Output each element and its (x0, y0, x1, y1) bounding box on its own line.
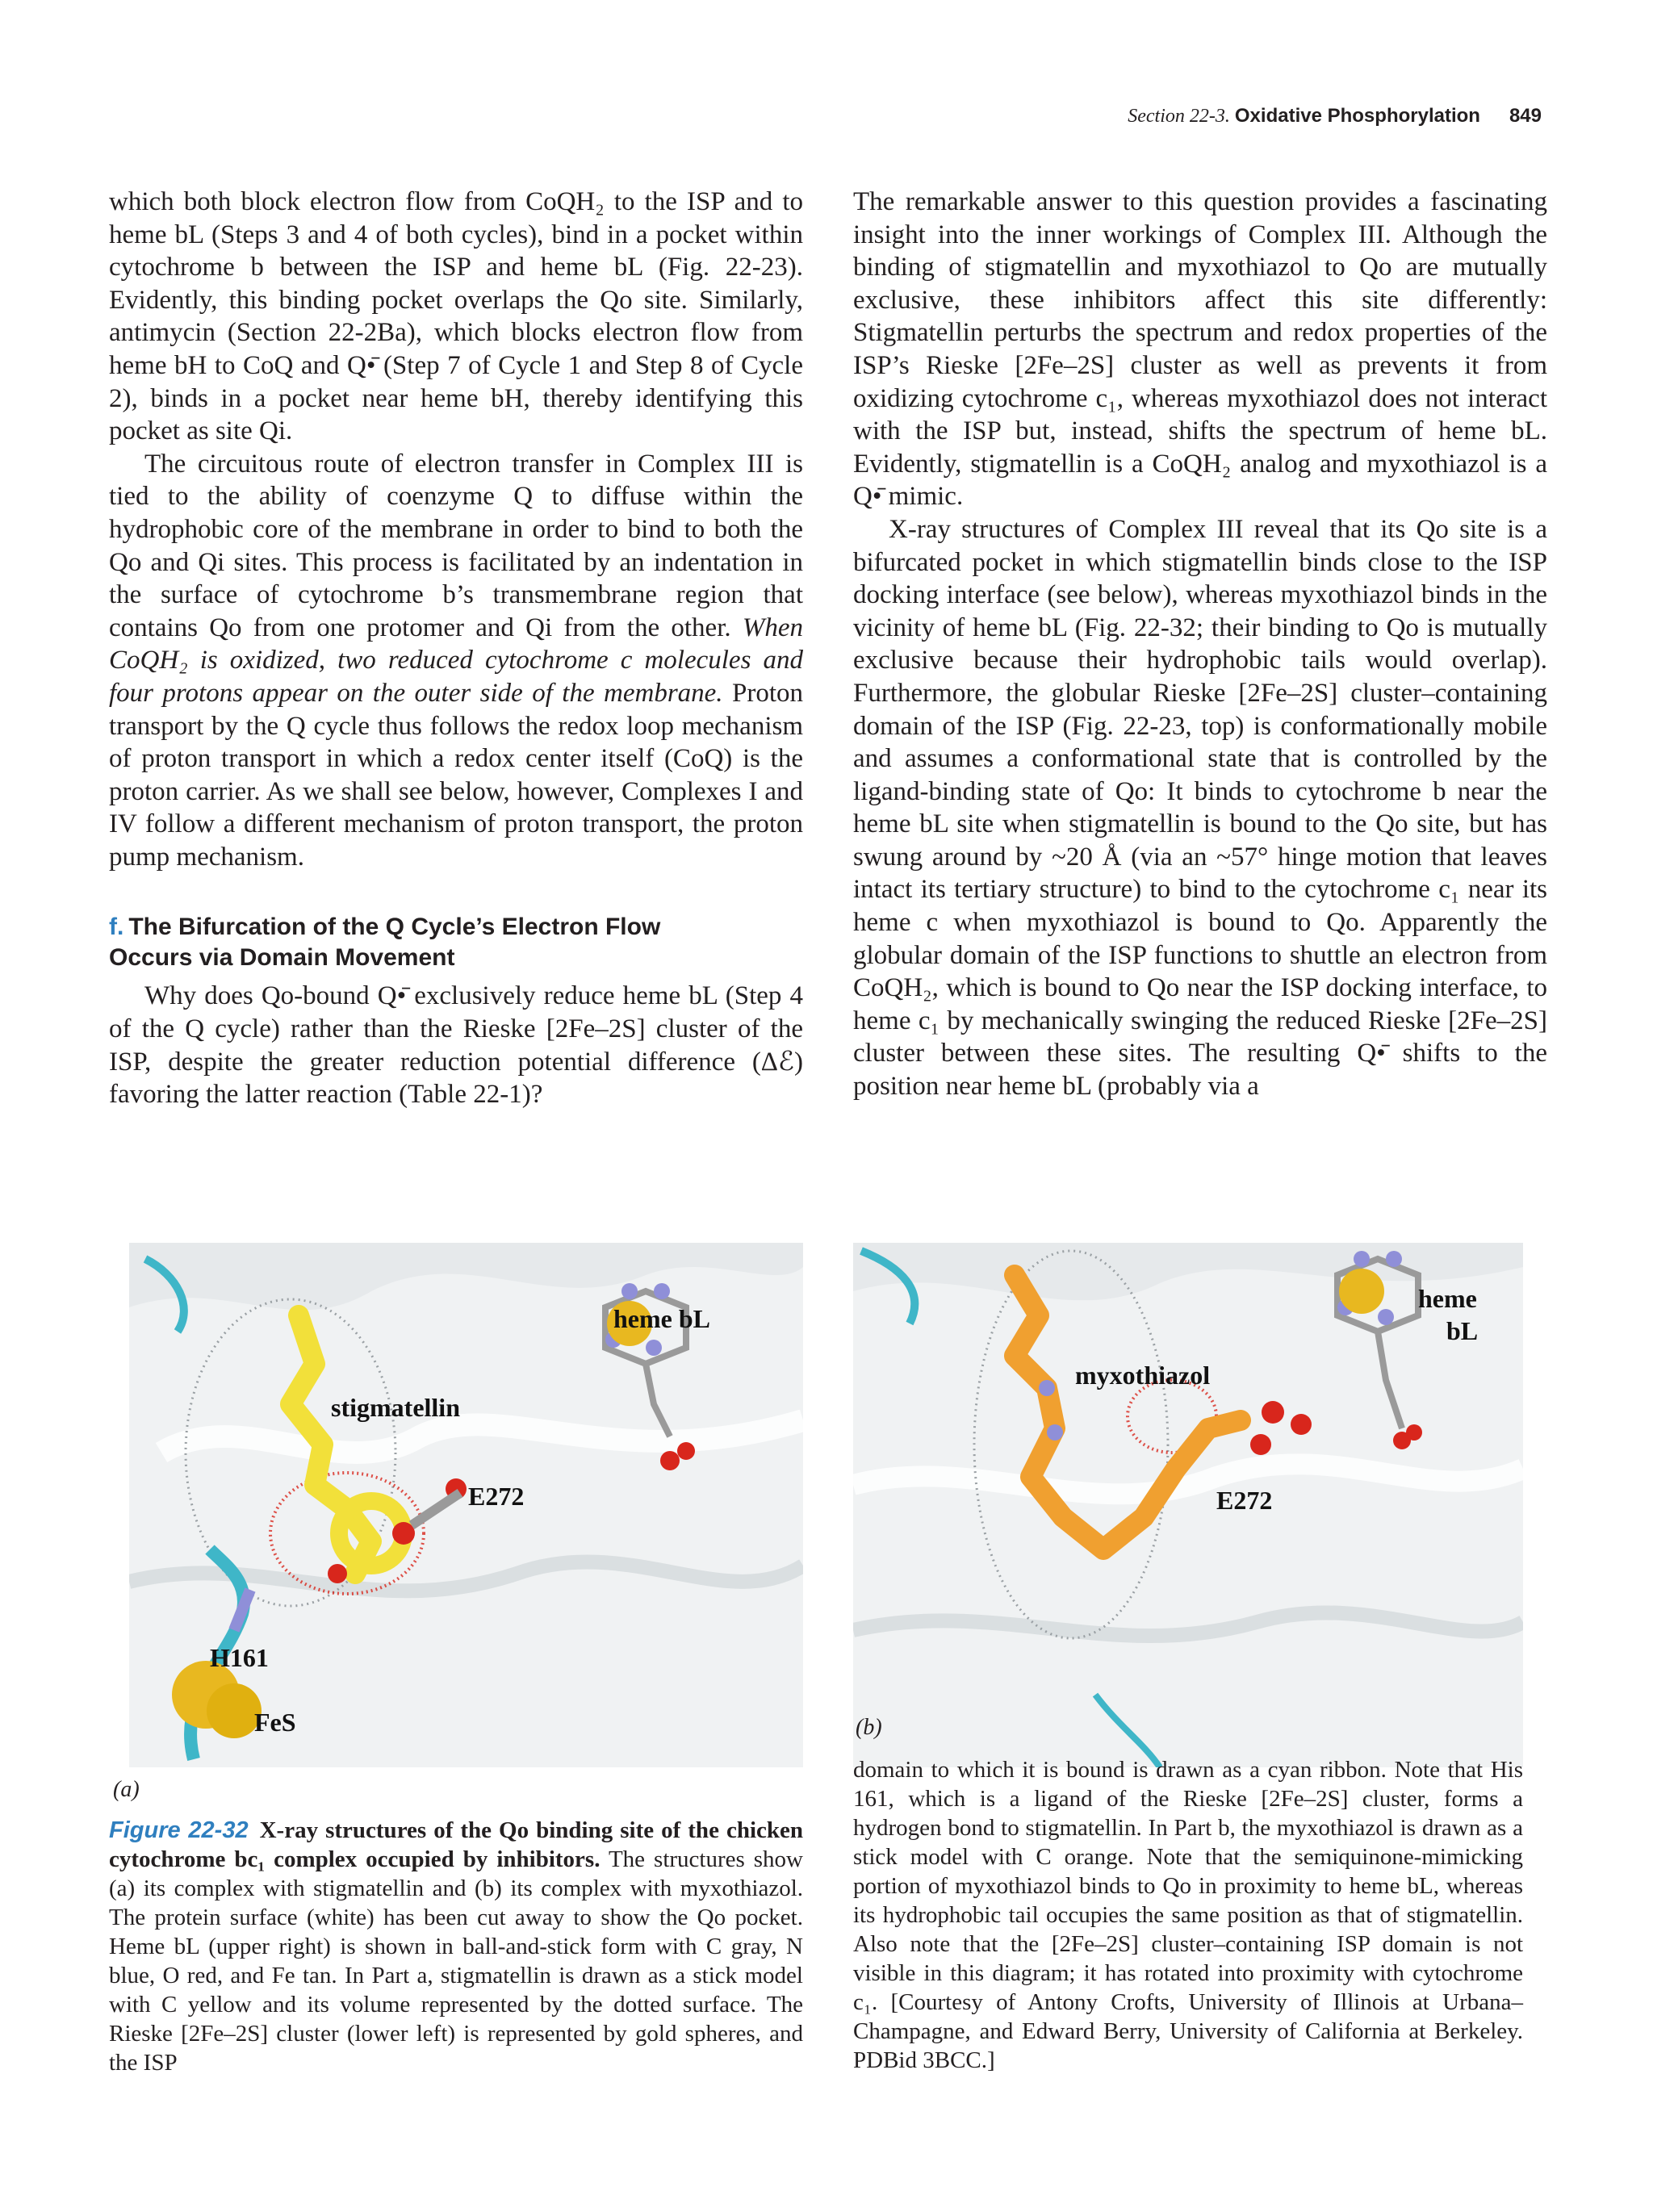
label-stigmatellin: stigmatellin (331, 1393, 460, 1422)
left-paragraph-3: Why does Qo-bound Q•̄ exclusively reduce heme bL (Step 4 of the Q cycle) rather than the Rieske [2Fe–2S] cluster of the ISP, despite the greater reduction potential difference (Δℰ) favoring the latter reaction (Table 22-1)? (109, 981, 803, 1110)
right-paragraph-2: X-ray structures of Complex III reveal that its Qo site is a bifurcated pocket in which stigmatellin binds close to the ISP docking interface (see below), whereas myxothiazol binds in the vicinity of heme bL (Fig. 22-32; their binding to Qo is mutually exclusive because their hydrophobic tails would overlap). Furthermore, the globular Rieske [2Fe–2S] cluster–containing domain of the ISP (Fig. 22-23, top) is conformationally mobile and assumes a conformational state that is controlled by the ligand-binding state of Qo: It binds to cytochrome b near the heme bL site when stigmatellin is bound to the Qo site, but has swung around by ~20 Å (via an ~57° hinge motion that leaves intact its tertiary structure) to bind to the cytochrome c₁ near its heme c when myxothiazol is bound to Qo. Apparently the globular domain of the ISP functions to shuttle an electron from CoQH₂, which is bound to Qo near the ISP docking interface, to heme c₁ by mechanically swinging the reduced Rieske [2Fe–2S] cluster between these sites. The resulting Q•̄ shifts to the position near heme bL (probably via a (853, 514, 1547, 1102)
figure-panel-a (129, 1243, 803, 1767)
panel-a-letter: (a) (113, 1777, 140, 1802)
left-paragraph-2-end: Proton transport by the Q cycle thus follows the redox loop mechanism of proton transport in which a redox center itself (CoQ) is the proton carrier. As we shall see below, however, Complexes I and IV follow a different mechanism of proton transport, the proton pump mechanism. (109, 678, 803, 872)
label-heme-bl-a: heme bL (613, 1304, 710, 1333)
caption-left-paragraph (109, 1816, 803, 2077)
figure-panel-b (853, 1243, 1523, 1767)
left-paragraph-1: which both block electron flow from CoQH₂ to the ISP and to heme bL (Steps 3 and 4 of both cycles), bind in a pocket within cytochrome b between the ISP and heme bL (Fig. 22-23). Evidently, this binding pocket overlaps the Qo site. Similarly, antimycin (Section 22-2Ba), which blocks electron flow from heme bH to CoQ and Q•̄ (Step 7 of Cycle 1 and Step 8 of Cycle 2), binds in a pocket near heme bH, thereby identifying this pocket as site Qi. (109, 187, 803, 446)
figure-caption-left (109, 1816, 803, 2077)
right-paragraph-1: The remarkable answer to this question provides a fascinating insight into the inner workings of Complex III. Although the binding of stigmatellin and myxothiazol to Qo are mutually exclusive, these inhibitors affect this site differently: Stigmatellin perturbs the spectrum and redox properties of the ISP’s Rieske [2Fe–2S] cluster as well as prevents it from oxidizing cytochrome c₁, whereas myxothiazol does not interact with the ISP but, instead, shifts the spectrum of heme bL. Evidently, stigmatellin is a CoQH₂ analog and myxothiazol is a Q•̄ mimic. (853, 187, 1547, 512)
label-h161: H161 (210, 1643, 269, 1672)
label-heme-b-line1: heme (1418, 1284, 1477, 1313)
label-heme-b-line2: bL (1446, 1316, 1479, 1345)
panel-b-letter: (b) (856, 1715, 882, 1740)
page-number: 849 (1509, 105, 1542, 127)
caption-right-text: domain to which it is bound is drawn as a cyan ribbon. Note that His 161, which is a ligand of the Rieske [2Fe–2S] cluster, forms a hydrogen bond to stigmatellin. In Part b, the myxothiazol is drawn as a stick model with C orange. Note that the semiquinone-mimicking portion of myxothiazol binds to Qo in proximity to heme bL, whereas its hydrophobic tail occupies the same position as that of stigmatellin. Also note that the [2Fe–2S] cluster–containing ISP domain is not visible in this diagram; it has rotated into proximity with cytochrome c₁. [Courtesy of Antony Crofts, University of Illinois at Urbana–Champagne, and Edward Berry, University of California at Berkeley. PDBid 3BCC.] (853, 1757, 1523, 2073)
subheading-letter: f. (109, 914, 124, 941)
panel-b-molecular-image (853, 1243, 1523, 1767)
left-paragraph-2-italic: When CoQH₂ is oxidized, two reduced cytochrome c molecules and four protons appear on the outer side of the membrane. (109, 613, 804, 708)
label-myxothiazol: myxothiazol (1075, 1361, 1211, 1390)
left-text-column (109, 186, 803, 1111)
figure-number: Figure 22-32 (109, 1817, 249, 1843)
left-paragraph-2 (109, 448, 803, 874)
panel-a-molecular-image (129, 1243, 803, 1767)
caption-left-text: The structures show (a) its complex with stigmatellin and (b) its complex with myxothiazol. The protein surface (white) has been cut away to show the Qo pocket. Heme bL (upper right) is shown in ball-and-stick form with C gray, N blue, O red, and Fe tan. In Part a, stigmatellin is drawn as a stick model with C yellow and its volume represented by the dotted surface. The Rieske [2Fe–2S] cluster (lower left) is represented by gold spheres, and the ISP (109, 1846, 803, 2076)
section-label: Section 22-3. (1128, 106, 1230, 127)
subheading-line-2: Occurs via Domain Movement (109, 944, 455, 972)
label-fes: FeS (254, 1708, 296, 1737)
figure-caption-right (853, 1755, 1523, 2075)
label-e272-a: E272 (468, 1482, 525, 1511)
figure-title: X-ray structures of the Qo binding site of the chicken cytochrome bc₁ complex occupied by inhibitors. (109, 1817, 803, 1872)
left-paragraph-2-start: The circuitous route of electron transfer in Complex III is tied to the ability of coenzyme Q to diffuse within the hydrophobic core of the membrane in order to bind to both the Qo and Qi sites. This process is facilitated by an indentation in the surface of cytochrome b’s transmembrane region that contains Qo from one protomer and Qi from the other. (109, 449, 803, 642)
subheading-line-1: The Bifurcation of the Q Cycle’s Electron Flow (128, 914, 661, 941)
right-text-column (853, 186, 1547, 1103)
section-title: Oxidative Phosphorylation (1234, 105, 1480, 127)
section-subheading (109, 912, 803, 973)
running-head (1041, 100, 1542, 132)
label-e272-b: E272 (1216, 1486, 1273, 1515)
